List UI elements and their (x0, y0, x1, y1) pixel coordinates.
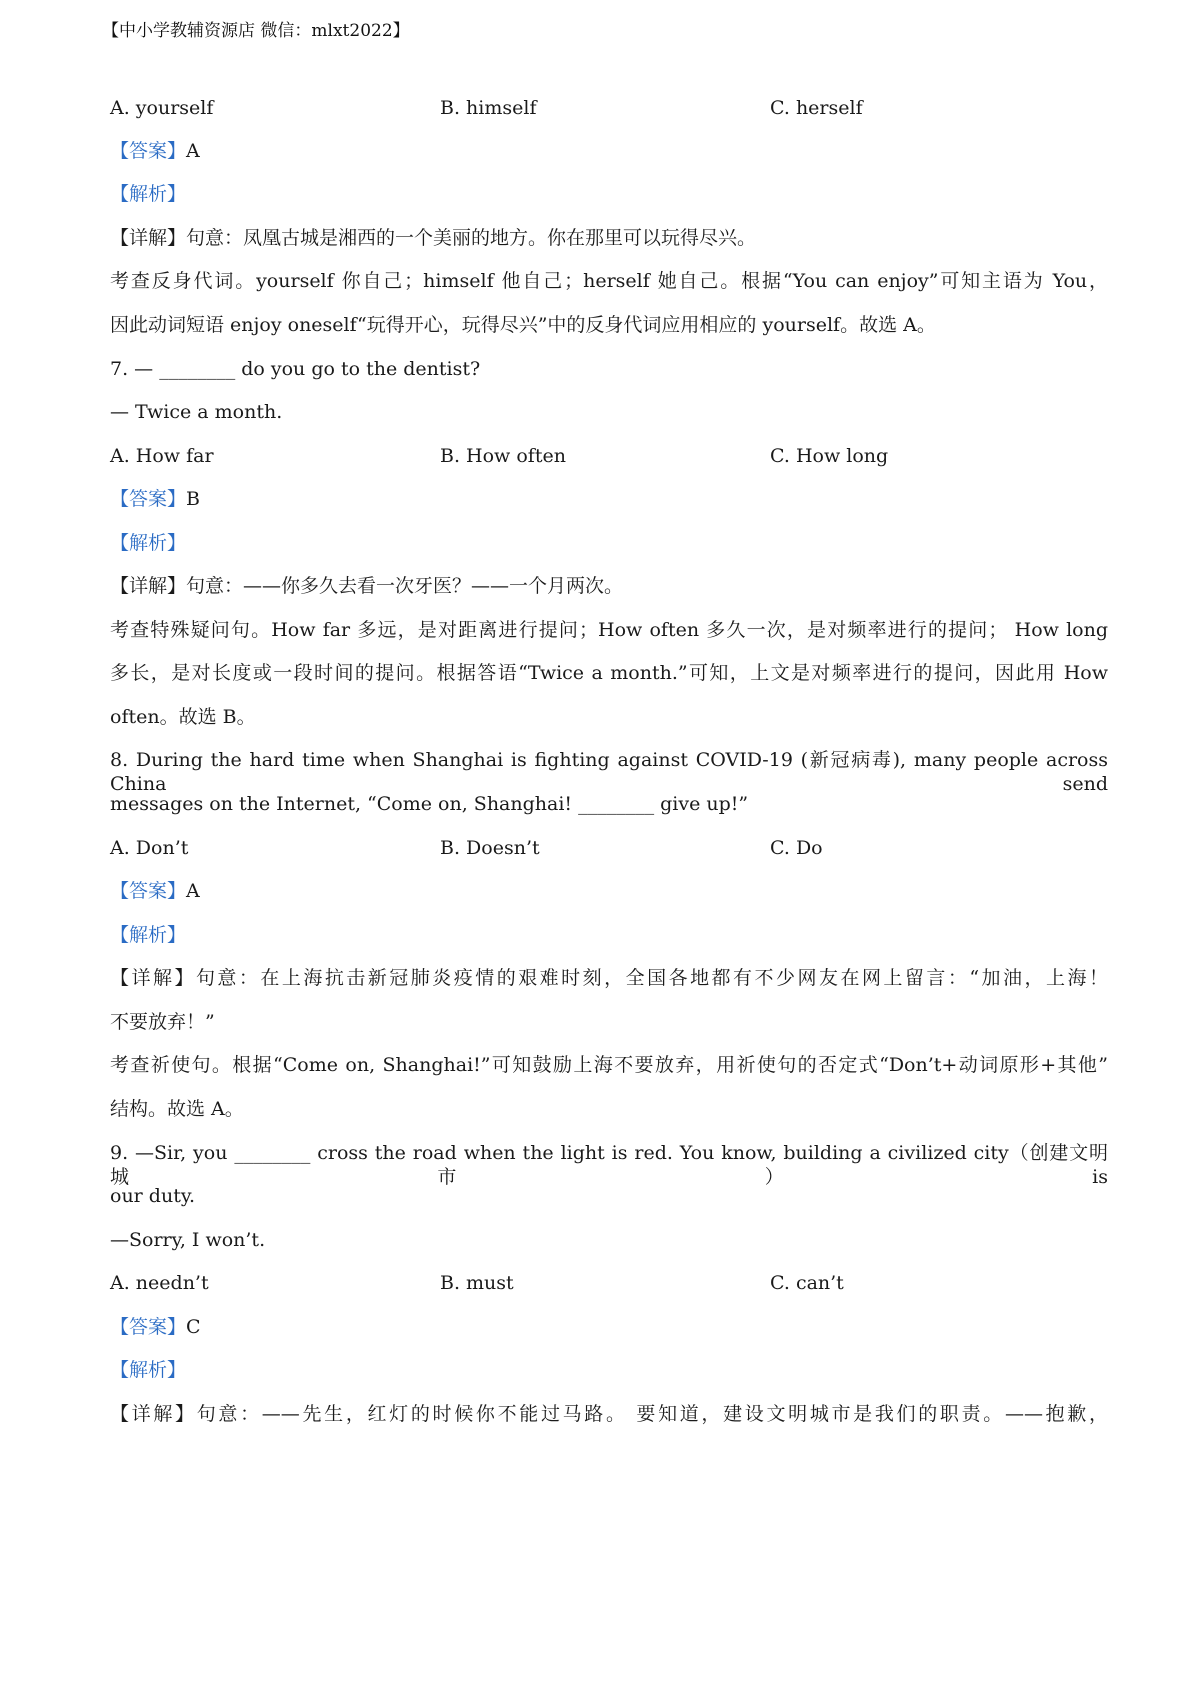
q6-detail-3: 因此动词短语 enjoy oneself“玩得开心，玩得尽兴”中的反身代词应用相应的 yourself。故选 A。 (110, 314, 936, 336)
q7-option-a[interactable]: A. How far (110, 445, 214, 467)
q8-analysis-label: 【解析】 (110, 924, 187, 946)
q9-stem-2: our duty. (110, 1185, 196, 1207)
answer-label: 【答案】 (110, 880, 187, 902)
q7-detail-2: 考查特殊疑问句。How far 多远，是对距离进行提问；How often 多久一次，是对频率进行的提问； How long (110, 619, 1108, 641)
q8-detail-1 (110, 966, 1108, 990)
answer-label: 【答案】 (110, 1316, 187, 1338)
detail-label: 【详解】 (110, 227, 187, 249)
answer-value: A (186, 880, 200, 902)
answer-value: C (186, 1316, 201, 1338)
q7-option-b[interactable]: B. How often (440, 445, 566, 467)
q9-option-c[interactable]: C. can’t (770, 1272, 844, 1294)
q9-detail-1 (110, 1402, 1108, 1426)
q6-detail-1 (110, 226, 1108, 250)
detail-label: 【详解】 (110, 967, 196, 989)
q6-analysis-label: 【解析】 (110, 183, 187, 205)
q7-analysis-label: 【解析】 (110, 532, 187, 554)
detail-label: 【详解】 (110, 1403, 197, 1425)
detail-text: 句意：——先生，红灯的时候你不能过马路。 要知道，建设文明城市是我们的职责。——抱歉， (196, 1403, 1108, 1425)
q6-option-a[interactable]: A. yourself (110, 97, 214, 119)
watermark-header: 【中小学教辅资源店 微信：mlxt2022】 (102, 21, 410, 41)
q7-reply: — Twice a month. (110, 401, 283, 423)
q8-detail-4: 结构。故选 A。 (110, 1098, 244, 1120)
detail-text: 句意：在上海抗击新冠肺炎疫情的艰难时刻，全国各地都有不少网友在网上留言：“加油，上海！ (195, 967, 1108, 989)
q7-detail-4: often。故选 B。 (110, 706, 256, 728)
q7-stem: 7. — ________ do you go to the dentist? (110, 358, 481, 380)
q9-option-b[interactable]: B. must (440, 1272, 514, 1294)
q9-answer (110, 1315, 1108, 1339)
answer-value: A (186, 140, 200, 162)
q9-option-a[interactable]: A. needn’t (110, 1272, 209, 1294)
q9-analysis-label: 【解析】 (110, 1359, 187, 1381)
q7-option-c[interactable]: C. How long (770, 445, 889, 467)
answer-value: B (186, 488, 200, 510)
q8-option-c[interactable]: C. Do (770, 837, 823, 859)
q6-option-b[interactable]: B. himself (440, 97, 537, 119)
q6-option-c[interactable]: C. herself (770, 97, 863, 119)
detail-text: 句意：——你多久去看一次牙医？——一个月两次。 (186, 575, 624, 597)
detail-text: 句意：凤凰古城是湘西的一个美丽的地方。你在那里可以玩得尽兴。 (186, 227, 757, 249)
detail-label: 【详解】 (110, 575, 187, 597)
q8-option-b[interactable]: B. Doesn’t (440, 837, 540, 859)
q6-detail-2: 考查反身代词。yourself 你自己；himself 他自己；herself 她自己。根据“You can enjoy”可知主语为 You， (110, 270, 1108, 292)
q8-option-a[interactable]: A. Don’t (110, 837, 189, 859)
q7-answer (110, 487, 1108, 511)
q9-stem-1: 9. —Sir, you ________ cross the road when the light is red. You know, building a civilized city（创建文明城市）is (110, 1142, 1108, 1188)
q8-detail-2: 不要放弃！” (110, 1011, 215, 1033)
q8-stem-1: 8. During the hard time when Shanghai is fighting against COVID-19 (新冠病毒), many people across China send (110, 749, 1108, 795)
q8-detail-3: 考查祈使句。根据“Come on, Shanghai!”可知鼓励上海不要放弃，用祈使句的否定式“Don’t+动词原形+其他” (110, 1054, 1108, 1076)
q9-stem-3: —Sorry, I won’t. (110, 1229, 266, 1251)
q8-stem-2: messages on the Internet, “Come on, Shanghai! ________ give up!” (110, 793, 749, 815)
q7-detail-3: 多长，是对长度或一段时间的提问。根据答语“Twice a month.”可知，上文是对频率进行的提问，因此用 How (110, 662, 1108, 684)
answer-label: 【答案】 (110, 488, 187, 510)
q7-detail-1 (110, 574, 1108, 598)
q8-answer (110, 879, 1108, 903)
answer-label: 【答案】 (110, 140, 187, 162)
q6-answer (110, 139, 1108, 163)
